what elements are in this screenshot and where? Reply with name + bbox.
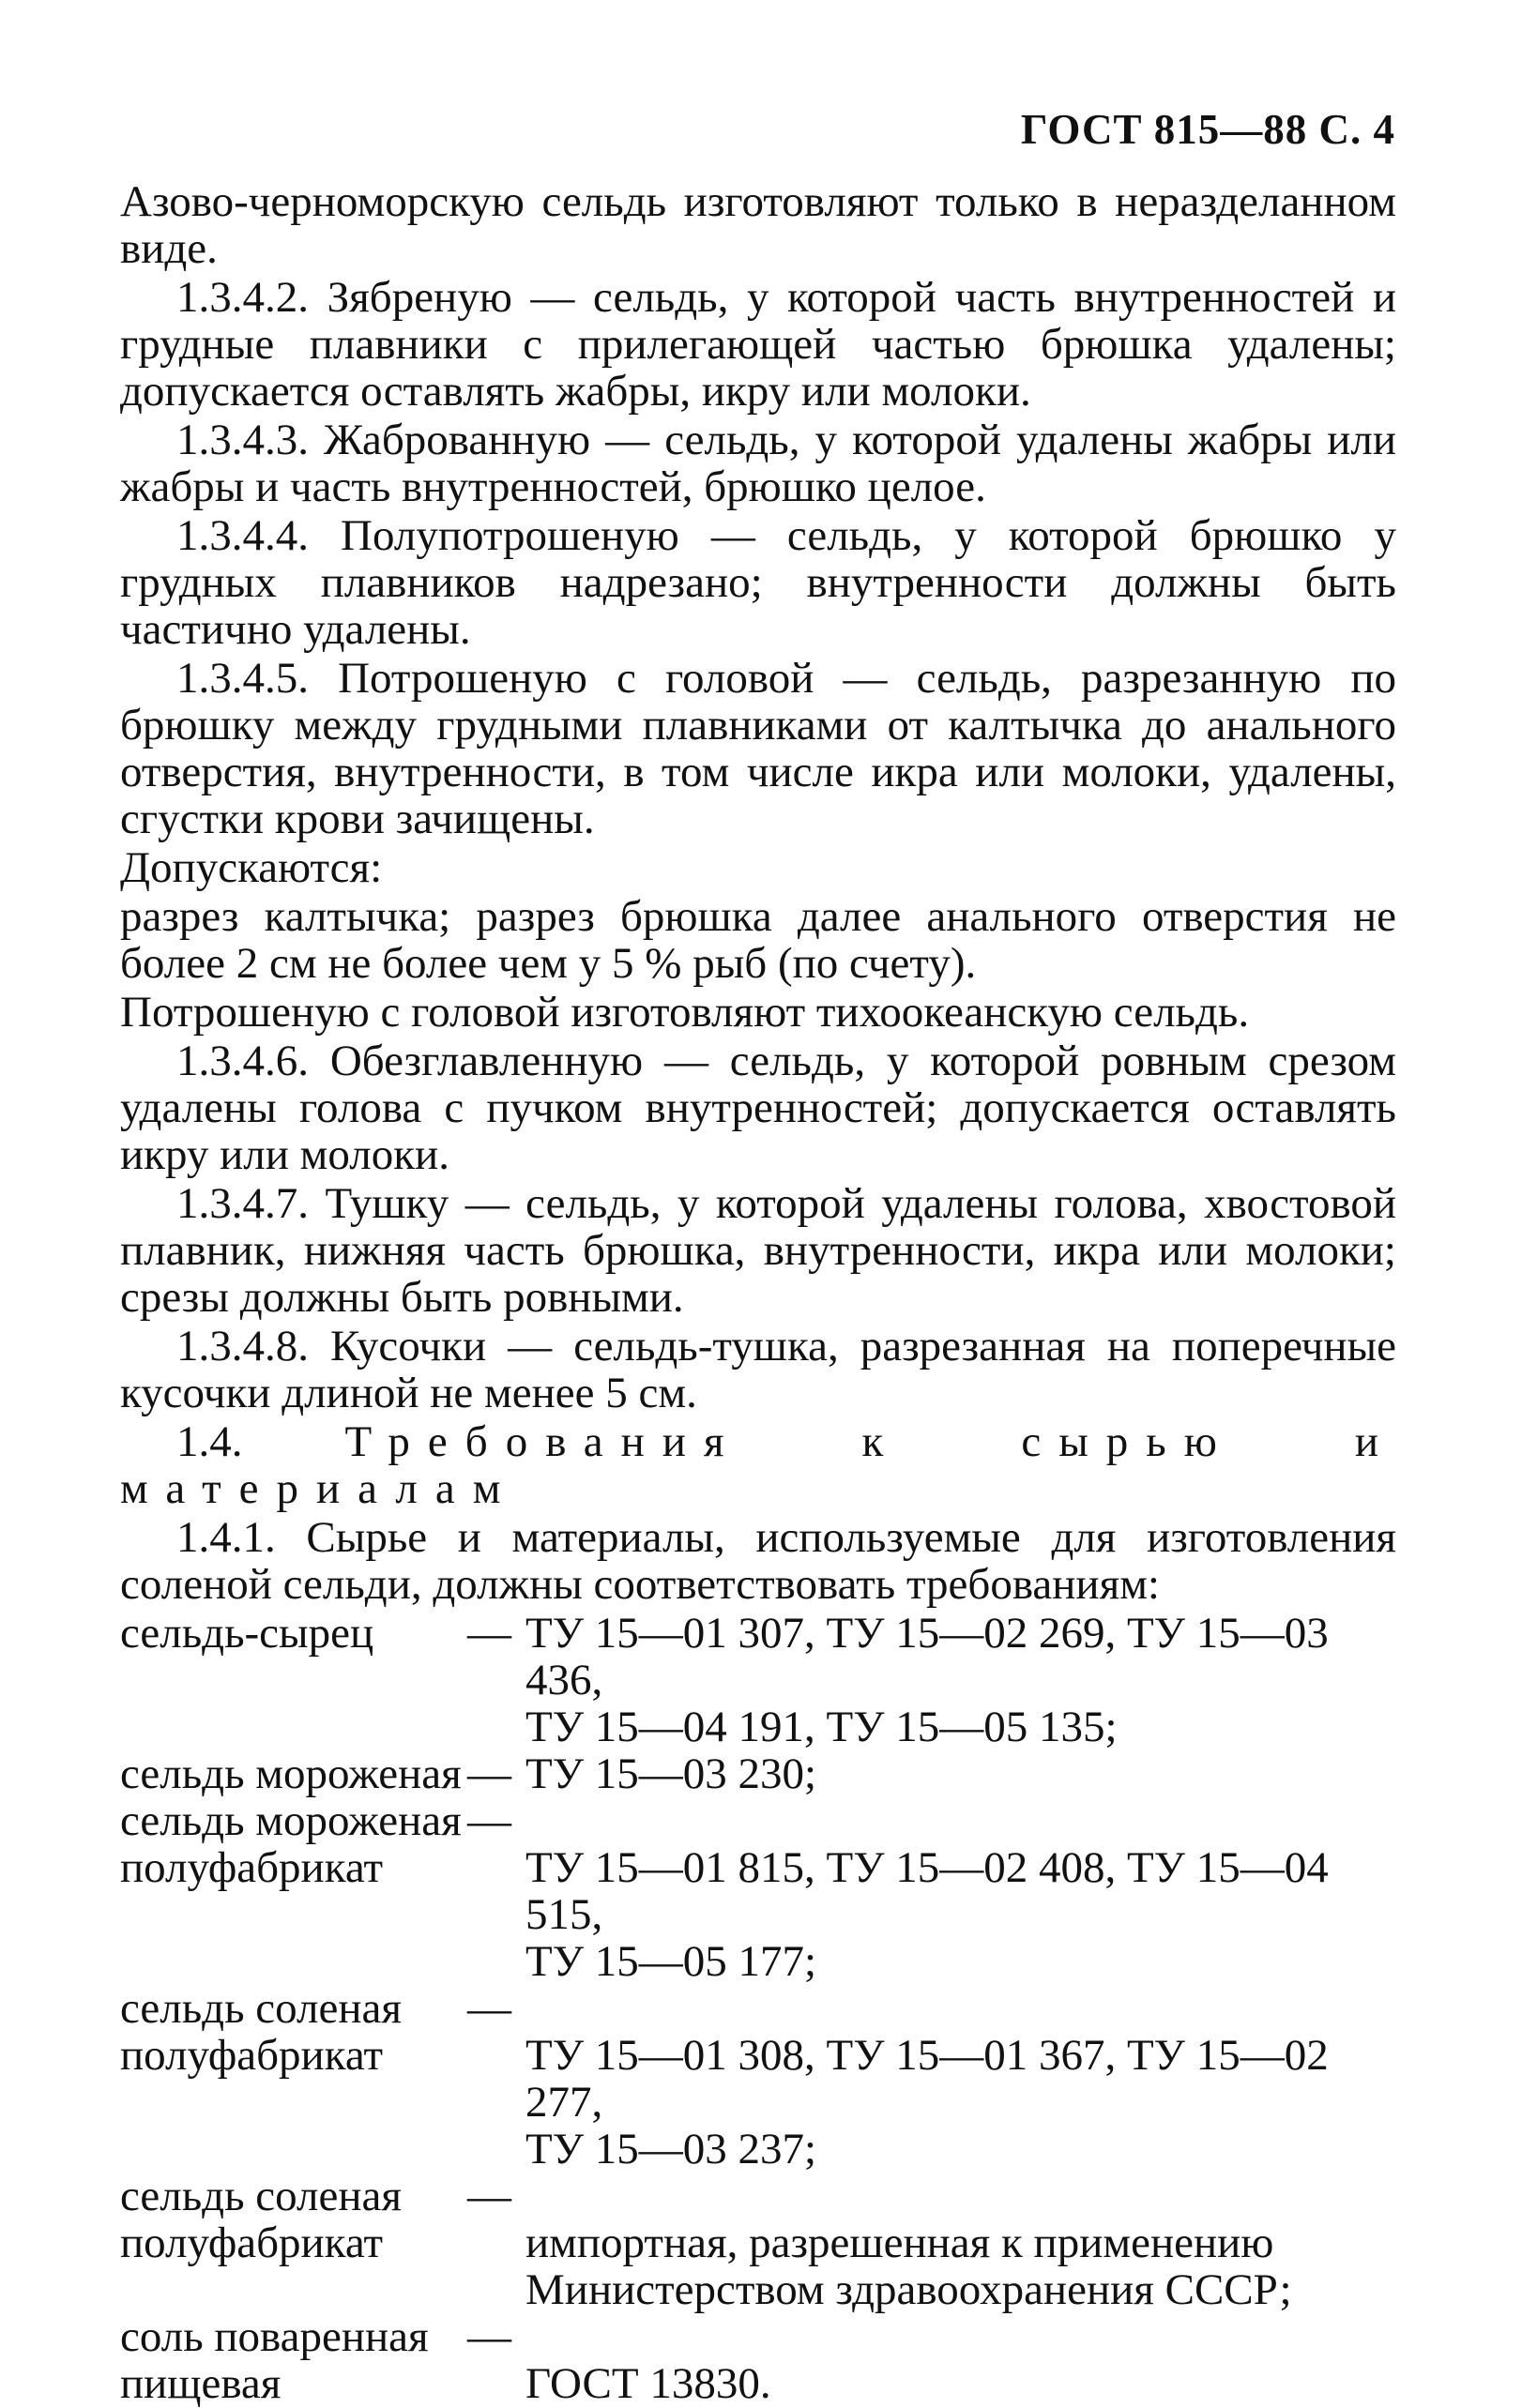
requirement-value: ГОСТ 13830. (525, 2359, 771, 2408)
paragraph-allowed: Допускаются: (120, 843, 383, 892)
paragraph-1-3-4-2: 1.3.4.2. Зябреную — сельдь, у которой часть внутренностей и грудные плавники с прилегающей частью брюшка удалены; допускается оставлять жабры, икру или молоки. (120, 273, 1396, 416)
requirement-name: соль поваренная пищевая (120, 2312, 429, 2408)
requirement-name: сельдь-сырец (120, 1609, 374, 1658)
requirement-name: сельдь мороженая полуфабрикат (120, 1796, 462, 1892)
requirement-dash: — (467, 2312, 511, 2361)
requirement-name: сельдь соленая полуфабрикат (120, 1984, 402, 2080)
requirement-dash: — (467, 1749, 511, 1798)
paragraph-1-3-4-5: 1.3.4.5. Потрошеную с головой — сельдь, разрезанную по брюшку между грудными плавниками от калтычка до анального отверстия, внутренности, в том числе икра или молоки, удалены, сгустки крови зачищены. (120, 654, 1396, 843)
requirement-dash: — (467, 1796, 511, 1845)
section-title: Требования к сырью и материалам (120, 1417, 1396, 1513)
requirement-row (120, 2173, 1396, 2313)
requirement-row (120, 1750, 1396, 1797)
paragraph: Азово-черноморскую сельдь изготовляют только в неразделанном виде. (120, 177, 1396, 273)
requirement-value: ТУ 15—01 815, ТУ 15—02 408, ТУ 15—04 515, ТУ 15—05 177; (525, 1843, 1329, 1986)
requirement-value: ТУ 15—01 307, ТУ 15—02 269, ТУ 15—03 436, ТУ 15—04 191, ТУ 15—05 135; (525, 1609, 1329, 1751)
paragraph-allowed-details: разрез калтычка; разрез брюшка далее анального отверстия не более 2 см не более чем у 5 % рыб (по счету). (120, 892, 1396, 988)
requirement-row (120, 2313, 1396, 2407)
paragraph-1-3-4-3: 1.3.4.3. Жаброванную — сельдь, у которой удалены жабры или жабры и часть внутренностей, брюшко целое. (120, 416, 1396, 511)
requirement-value: ТУ 15—01 308, ТУ 15—01 367, ТУ 15—02 277, ТУ 15—03 237; (525, 2031, 1329, 2173)
document-body (120, 178, 1396, 2407)
requirement-row (120, 1610, 1396, 1750)
paragraph-pacific: Потрошеную с головой изготовляют тихоокеанскую сельдь. (120, 988, 1250, 1037)
paragraph-1-3-4-4: 1.3.4.4. Полупотрошеную — сельдь, у которой брюшко у грудных плавников надрезано; внутренности должны быть частично удалены. (120, 511, 1396, 654)
page-header: ГОСТ 815—88 С. 4 (1020, 106, 1395, 153)
requirements-list (120, 1610, 1396, 2407)
requirement-name: сельдь мороженая (120, 1749, 462, 1798)
paragraph-1-3-4-6: 1.3.4.6. Обезглавленную — сельдь, у которой ровным срезом удалены голова с пучком внутренностей; допускается оставлять икру или молоки. (120, 1037, 1396, 1179)
requirement-row (120, 1985, 1396, 2173)
paragraph-1-3-4-7: 1.3.4.7. Тушку — сельдь, у которой удалены голова, хвостовой плавник, нижняя часть брюшка, внутренности, икра или молоки; срезы должны быть ровными. (120, 1179, 1396, 1322)
section-heading (120, 1418, 1396, 1512)
requirement-value: импортная, разрешенная к применению Министерством здравоохранения СССР; (525, 2219, 1292, 2314)
requirement-dash: — (467, 1984, 511, 2033)
section-number: 1.4. (176, 1417, 243, 1466)
paragraph-1-3-4-8: 1.3.4.8. Кусочки — сельдь-тушка, разрезанная на поперечные кусочки длиной не менее 5 см. (120, 1322, 1396, 1417)
requirement-name: сельдь соленая полуфабрикат (120, 2172, 402, 2267)
paragraph-1-4-1: 1.4.1. Сырье и материалы, используемые для изготовления соленой сельди, должны соответствовать требованиям: (120, 1513, 1396, 1609)
requirement-dash: — (467, 2172, 511, 2220)
requirement-value: ТУ 15—03 230; (525, 1749, 817, 1798)
requirement-dash: — (467, 1609, 511, 1658)
requirement-row (120, 1797, 1396, 1985)
